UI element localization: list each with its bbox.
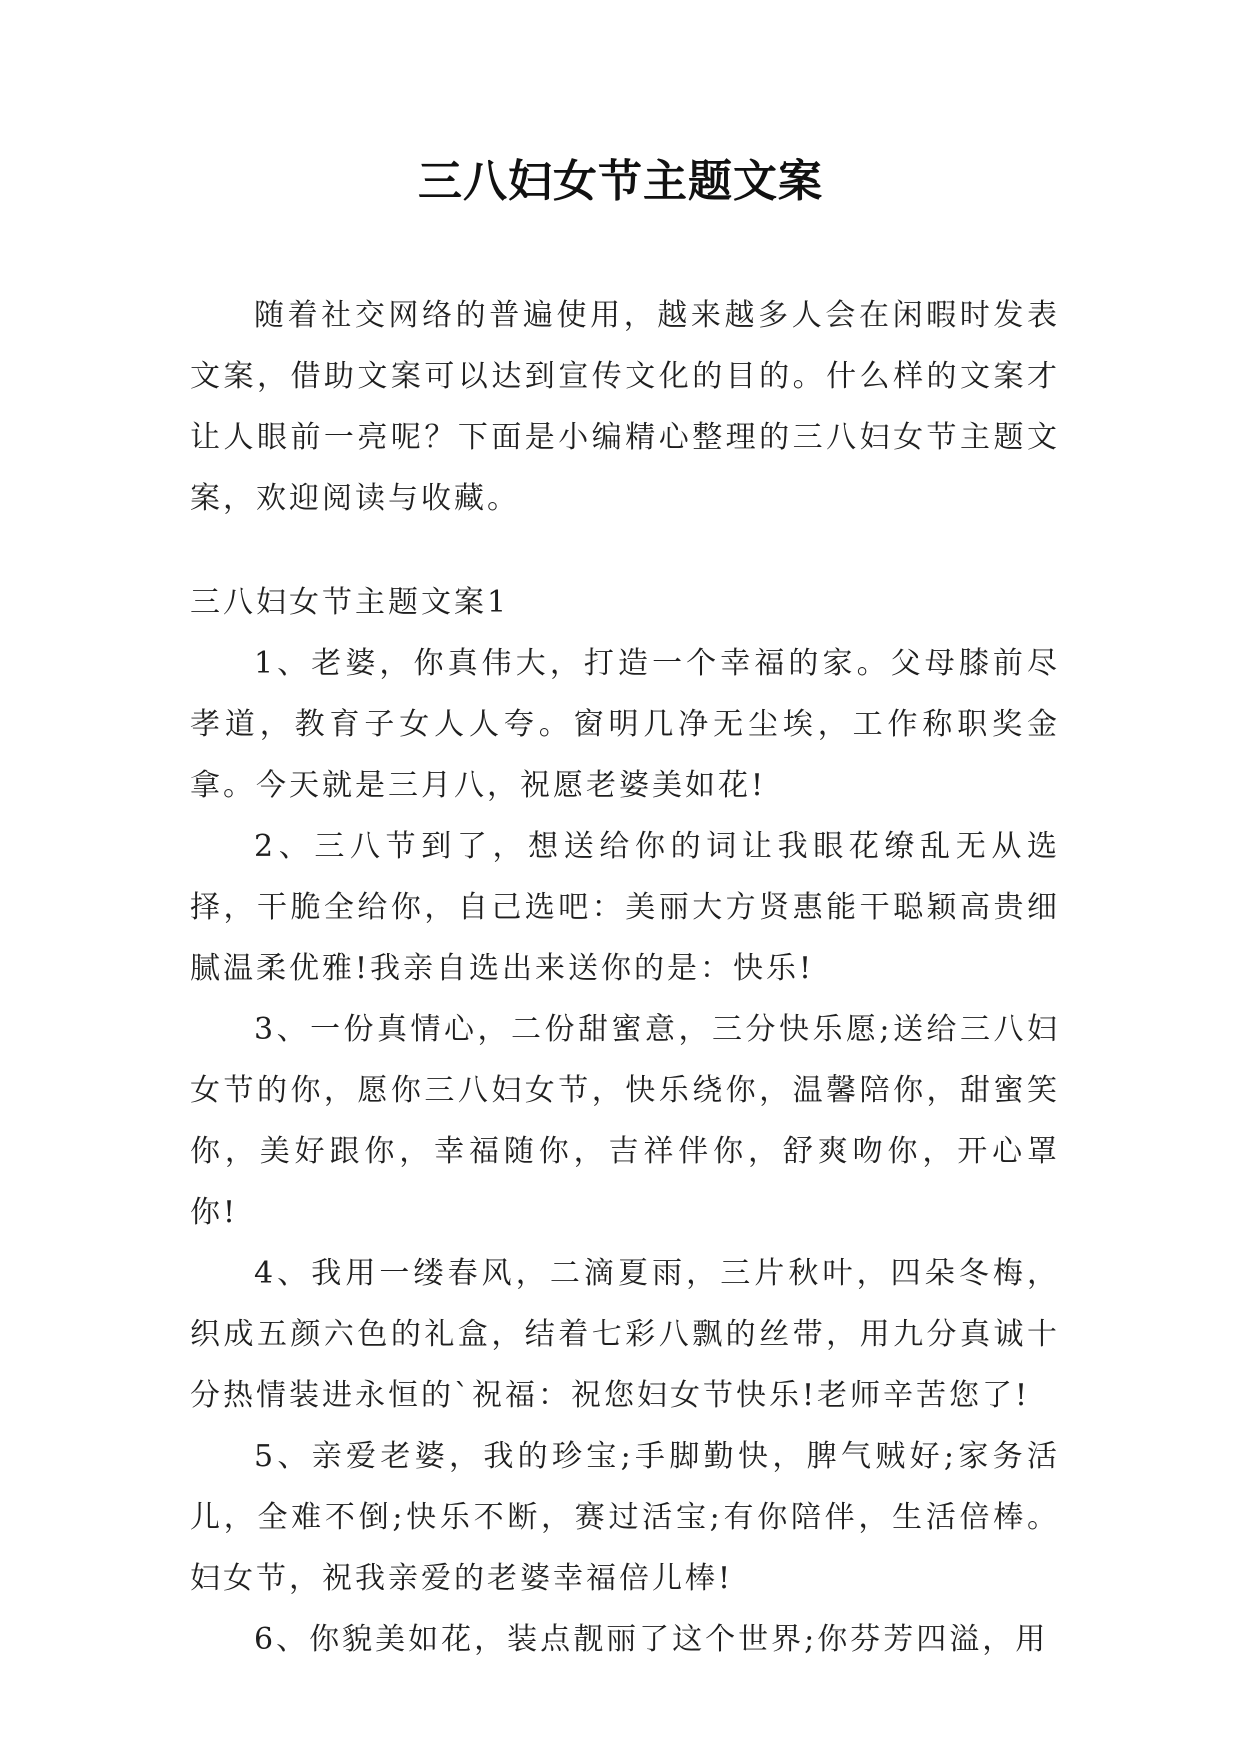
- list-item: 6、你貌美如花，装点靓丽了这个世界;你芬芳四溢，用: [254, 1622, 1049, 1657]
- list-item: 3、一份真情心，二份甜蜜意，三分快乐愿;送给三八妇女节的你，愿你三八妇女节，快乐绕你，温馨陪你，甜蜜笑你，美好跟你，幸福随你，吉祥伴你，舒爽吻你，开心罩你!: [190, 1012, 1060, 1230]
- list-item: 1、老婆，你真伟大，打造一个幸福的家。父母膝前尽孝道，教育子女人人夸。窗明几净无尘埃，工作称职奖金拿。今天就是三月八，祝愿老婆美如花!: [190, 646, 1060, 803]
- document-title: 三八妇女节主题文案: [418, 156, 823, 207]
- section-1: [190, 572, 1060, 1670]
- list-item: 2、三八节到了，想送给你的词让我眼花缭乱无从选择，干脆全给你，自己选吧：美丽大方贤惠能干聪颖高贵细腻温柔优雅!我亲自选出来送你的是：快乐!: [190, 829, 1060, 986]
- list-item: 5、亲爱老婆，我的珍宝;手脚勤快，脾气贼好;家务活儿，全难不倒;快乐不断，赛过活宝;有你陪伴，生活倍棒。妇女节，祝我亲爱的老婆幸福倍儿棒!: [190, 1439, 1060, 1596]
- list-item: 4、我用一缕春风，二滴夏雨，三片秋叶，四朵冬梅，织成五颜六色的礼盒，结着七彩八飘的丝带，用九分真诚十分热情装进永恒的`祝福：祝您妇女节快乐!老师辛苦您了!: [190, 1256, 1060, 1413]
- section-heading: 三八妇女节主题文案1: [190, 585, 510, 620]
- intro-paragraph: 随着社交网络的普遍使用，越来越多人会在闲暇时发表文案，借助文案可以达到宣传文化的目的。什么样的文案才让人眼前一亮呢？下面是小编精心整理的三八妇女节主题文案，欢迎阅读与收藏。: [190, 298, 1060, 516]
